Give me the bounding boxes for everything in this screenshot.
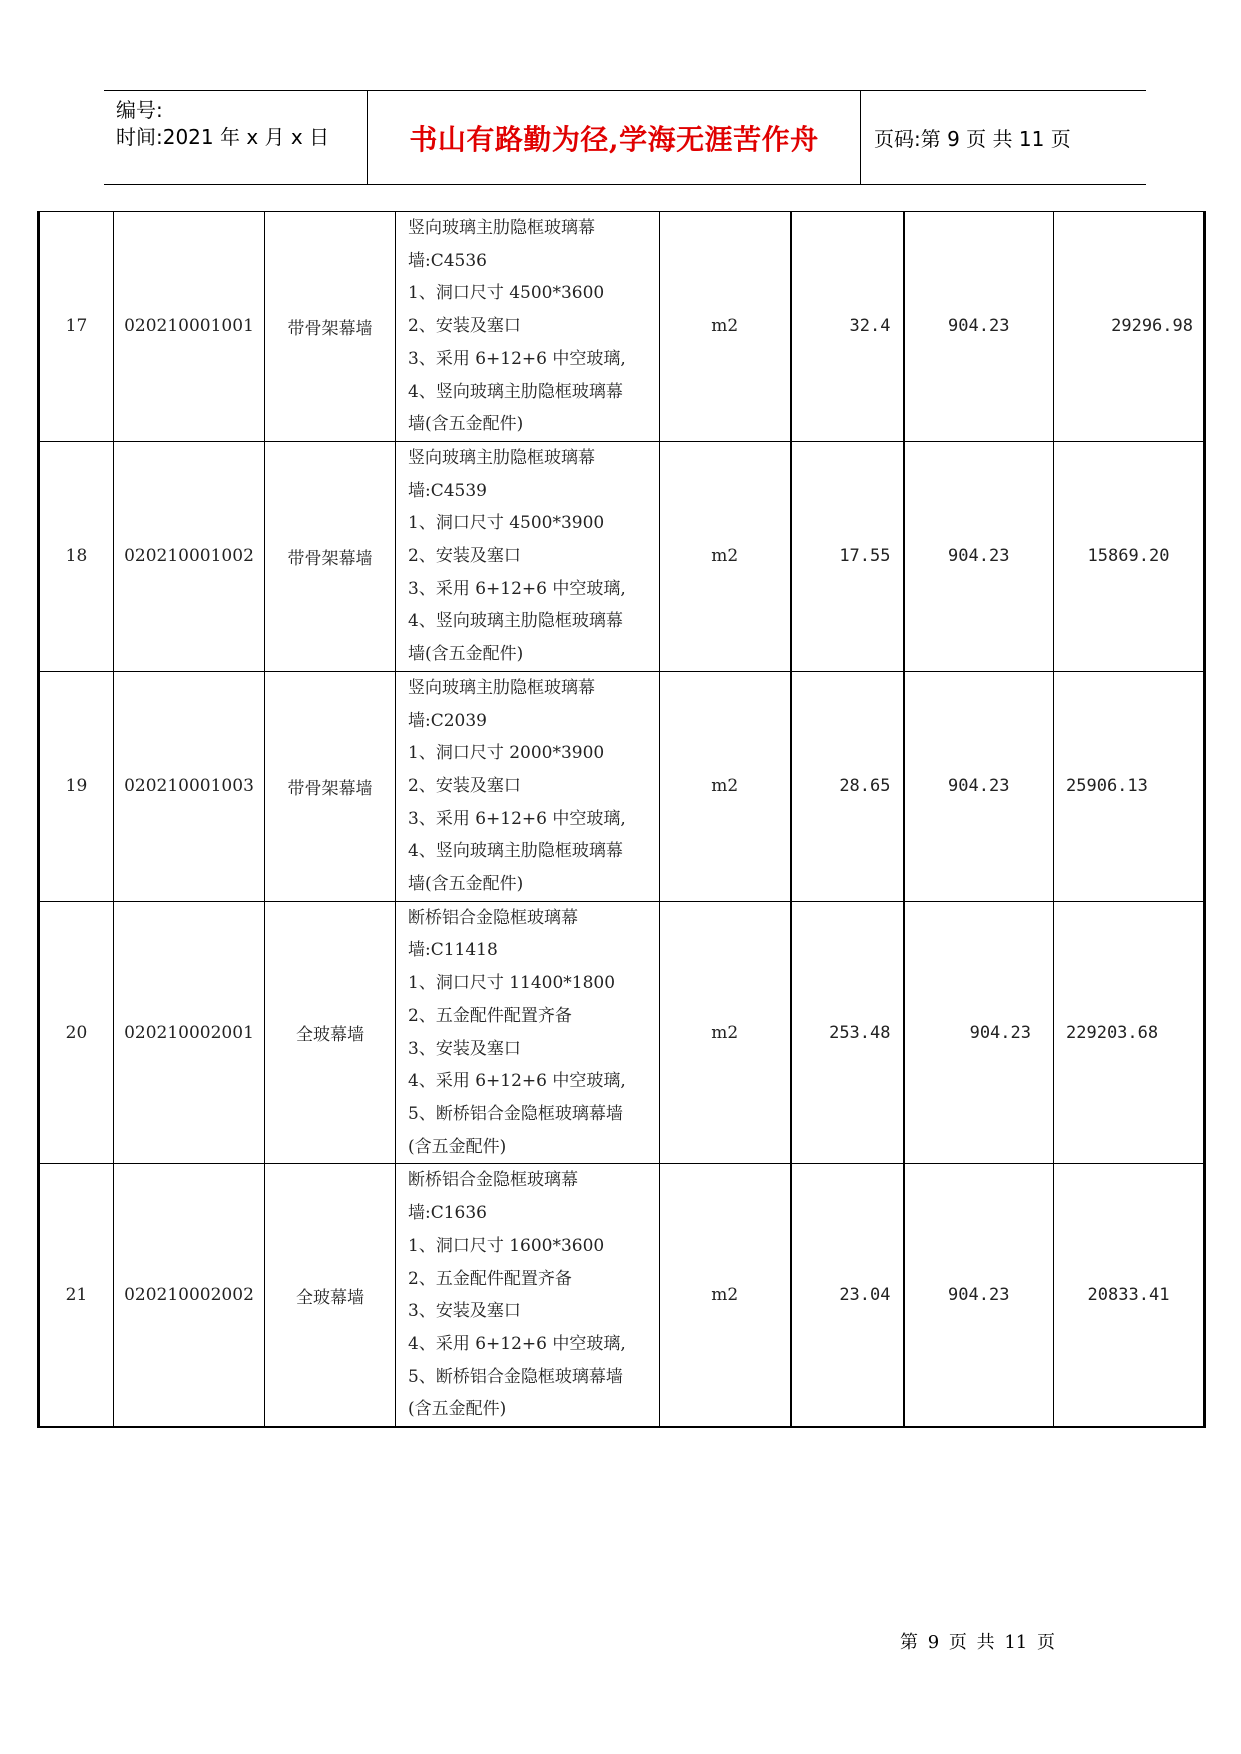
page-header bbox=[104, 90, 1146, 185]
total-amount: 20833.41 bbox=[1054, 1164, 1205, 1427]
unit: m2 bbox=[660, 671, 791, 901]
description-line: (含五金配件) bbox=[408, 1399, 507, 1420]
description-line: 4、采用 6+12+6 中空玻璃, bbox=[408, 1333, 626, 1354]
description-line: 3、采用 6+12+6 中空玻璃, bbox=[408, 578, 626, 599]
description-line: 断桥铝合金隐框玻璃幕 bbox=[408, 1170, 578, 1191]
description-line: (含五金配件) bbox=[408, 1136, 507, 1157]
header-page-info: 页码:第 9 页 共 11 页 bbox=[874, 127, 1071, 151]
quantity: 23.04 bbox=[791, 1164, 904, 1427]
row-number: 17 bbox=[39, 212, 114, 442]
row-number: 20 bbox=[39, 901, 114, 1164]
description-line: 2、安装及塞口 bbox=[408, 546, 521, 567]
item-description bbox=[396, 1164, 660, 1427]
description-line: 4、采用 6+12+6 中空玻璃, bbox=[408, 1071, 626, 1092]
table-row bbox=[39, 671, 1205, 901]
description-line: 3、安装及塞口 bbox=[408, 1038, 521, 1059]
item-description bbox=[396, 212, 660, 442]
description-line: 1、洞口尺寸 4500*3900 bbox=[408, 513, 605, 534]
description-line: 墙:C2039 bbox=[408, 710, 487, 731]
item-name: 带骨架幕墙 bbox=[265, 212, 396, 442]
quantity: 28.65 bbox=[791, 671, 904, 901]
header-divider bbox=[860, 91, 861, 184]
row-number: 19 bbox=[39, 671, 114, 901]
item-code: 020210001001 bbox=[114, 212, 265, 442]
description-line: 1、洞口尺寸 4500*3600 bbox=[408, 283, 605, 304]
description-line: 2、五金配件配置齐备 bbox=[408, 1268, 572, 1289]
description-line: 1、洞口尺寸 11400*1800 bbox=[408, 973, 616, 994]
page-footer: 第 9 页 共 11 页 bbox=[900, 1632, 1055, 1653]
unit-price: 904.23 bbox=[904, 1164, 1054, 1427]
description-line: 1、洞口尺寸 1600*3600 bbox=[408, 1235, 605, 1256]
description-line: 墙(含五金配件) bbox=[408, 644, 524, 665]
description-line: 墙:C4539 bbox=[408, 480, 487, 501]
table-body bbox=[39, 212, 1205, 1428]
description-line: 墙:C1636 bbox=[408, 1203, 487, 1224]
item-name: 全玻幕墙 bbox=[265, 1164, 396, 1427]
unit: m2 bbox=[660, 901, 791, 1164]
item-code: 020210001003 bbox=[114, 671, 265, 901]
item-code: 020210002002 bbox=[114, 1164, 265, 1427]
quantity: 17.55 bbox=[791, 441, 904, 671]
total-amount: 229203.68 bbox=[1054, 901, 1205, 1164]
description-line: 断桥铝合金隐框玻璃幕 bbox=[408, 907, 578, 928]
description-line: 4、竖向玻璃主肋隐框玻璃幕 bbox=[408, 841, 623, 862]
serial-label: 编号: bbox=[116, 98, 163, 122]
item-code: 020210002001 bbox=[114, 901, 265, 1164]
table-row bbox=[39, 441, 1205, 671]
total-amount: 15869.20 bbox=[1054, 441, 1205, 671]
header-motto: 书山有路勤为径,学海无涯苦作舟 bbox=[409, 122, 819, 156]
unit-price: 904.23 bbox=[904, 441, 1054, 671]
description-line: 5、断桥铝合金隐框玻璃幕墙 bbox=[408, 1103, 623, 1124]
date-label: 时间:2021 年 x 月 x 日 bbox=[116, 125, 330, 149]
quantity: 253.48 bbox=[791, 901, 904, 1164]
header-divider bbox=[367, 91, 368, 184]
description-line: 3、安装及塞口 bbox=[408, 1301, 521, 1322]
unit-price: 904.23 bbox=[904, 901, 1054, 1164]
item-description bbox=[396, 441, 660, 671]
description-line: 竖向玻璃主肋隐框玻璃幕 bbox=[408, 218, 595, 238]
unit: m2 bbox=[660, 1164, 791, 1427]
total-amount: 25906.13 bbox=[1054, 671, 1205, 901]
description-line: 墙:C11418 bbox=[408, 940, 498, 961]
table-row bbox=[39, 901, 1205, 1164]
item-name: 带骨架幕墙 bbox=[265, 671, 396, 901]
description-line: 3、采用 6+12+6 中空玻璃, bbox=[408, 808, 626, 829]
description-line: 竖向玻璃主肋隐框玻璃幕 bbox=[408, 447, 595, 468]
total-amount: 29296.98 bbox=[1054, 212, 1205, 442]
header-meta bbox=[116, 91, 366, 184]
item-code: 020210001002 bbox=[114, 441, 265, 671]
description-line: 2、安装及塞口 bbox=[408, 775, 521, 796]
item-description bbox=[396, 901, 660, 1164]
description-line: 5、断桥铝合金隐框玻璃幕墙 bbox=[408, 1366, 623, 1387]
description-line: 1、洞口尺寸 2000*3900 bbox=[408, 743, 605, 764]
unit: m2 bbox=[660, 441, 791, 671]
item-name: 全玻幕墙 bbox=[265, 901, 396, 1164]
description-line: 墙(含五金配件) bbox=[408, 874, 524, 895]
description-line: 墙:C4536 bbox=[408, 250, 487, 271]
item-name: 带骨架幕墙 bbox=[265, 441, 396, 671]
row-number: 18 bbox=[39, 441, 114, 671]
description-line: 2、五金配件配置齐备 bbox=[408, 1005, 572, 1026]
quantity: 32.4 bbox=[791, 212, 904, 442]
table-row bbox=[39, 1164, 1205, 1427]
description-line: 3、采用 6+12+6 中空玻璃, bbox=[408, 348, 626, 369]
item-description bbox=[396, 671, 660, 901]
row-number: 21 bbox=[39, 1164, 114, 1427]
unit-price: 904.23 bbox=[904, 212, 1054, 442]
table-row bbox=[39, 212, 1205, 442]
unit-price: 904.23 bbox=[904, 671, 1054, 901]
description-line: 4、竖向玻璃主肋隐框玻璃幕 bbox=[408, 611, 623, 632]
description-line: 竖向玻璃主肋隐框玻璃幕 bbox=[408, 677, 595, 698]
description-line: 2、安装及塞口 bbox=[408, 316, 521, 337]
description-line: 墙(含五金配件) bbox=[408, 414, 524, 435]
unit: m2 bbox=[660, 212, 791, 442]
description-line: 4、竖向玻璃主肋隐框玻璃幕 bbox=[408, 381, 623, 402]
bill-of-quantities-table bbox=[37, 211, 1206, 1428]
